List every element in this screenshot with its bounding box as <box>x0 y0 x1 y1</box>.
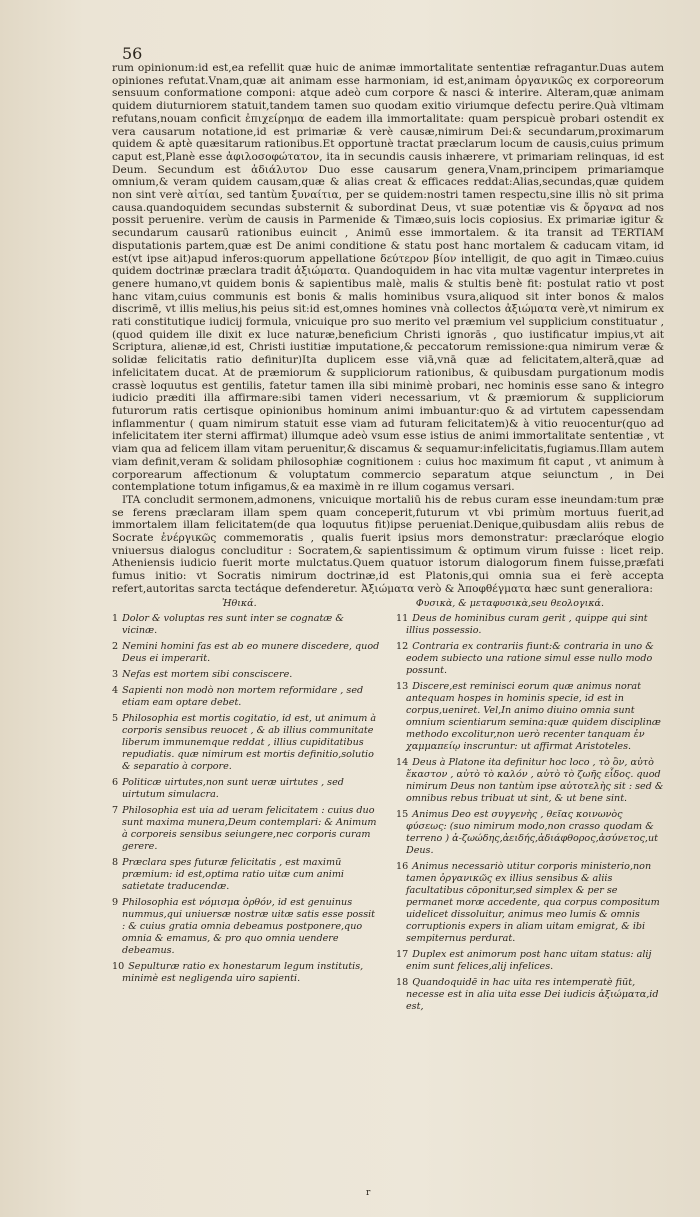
axiom-text: Philosophia est νόμισμα ὀρθόν, id est genuinus nummus,qui uniuersæ nostræ uitæ satis esse possit : & cuius gratia omnia debeamus postponere,quo omnia & emamus, & pro quo omnia uendere debeamus. <box>122 896 376 956</box>
axiom-item <box>112 685 380 709</box>
axiom-text: Nefas est mortem sibi consciscere. <box>122 668 293 680</box>
right-column <box>396 613 664 1017</box>
axiom-text: Nemini homini fas est ab eo munere discedere, quod Deus ei imperarit. <box>122 640 380 664</box>
axiom-text: Animus Deo est συγγενὴς , θεῖας κοινωνὸς φύσεως: (suo nimirum modo,non crasso quodam & terreno ) ἀ-ζωώδης,ἀειδής,ἀδιάφθορος,ἀσύνετος,ut Deus. <box>406 808 659 856</box>
column-head-right: Φυσικὰ, & μεταφυσικὰ,seu θεολογικά. <box>415 597 604 609</box>
axiom-number: 16 <box>396 860 409 872</box>
axiom-item <box>396 861 664 945</box>
axiom-text: Discere,est reminisci eorum quæ animus norat antequam hospes in hominis specie, id est in corpus,ueniret. Vel,In animo diuino omnia sunt omnium scientiarum semina:quæ quidem disciplinæ methodo excolitur,non uerò recenter tanquam ἐν χαμμαπείῳ inscruntur: ut affirmat Aristoteles. <box>406 680 661 752</box>
axiom-item <box>396 809 664 857</box>
axiom-number: 17 <box>396 948 409 960</box>
axiom-item <box>396 681 664 753</box>
axiom-number: 1 <box>112 612 119 624</box>
axiom-text: Deus à Platone ita definitur hoc loco , τὸ ὂν, αὐτὸ ἕκαστον , αὐτὸ τὸ καλόν , αὐτὸ τὸ ζωῆς εἶδος. quod nimirum Deus non tantùm ipse αὐτοτελὴς sit : sed & omnibus rebus tribuat ut sint, & ut bene sint. <box>406 756 664 804</box>
axiom-text: Sepulturæ ratio ex honestarum legum institutis, minimè est negligenda uiro sapienti. <box>122 960 364 984</box>
axiom-item <box>112 805 380 853</box>
column-headings <box>222 598 604 609</box>
axiom-number: 15 <box>396 808 409 820</box>
axiom-item <box>396 641 664 677</box>
axiom-number: 4 <box>112 684 119 696</box>
axiom-item <box>396 613 664 637</box>
axiom-text: Contraria ex contrariis fiunt:& contraria in uno & eodem subiecto una ratione simul esse nullo modo possunt. <box>406 640 654 676</box>
axiom-text: Politicæ uirtutes,non sunt ueræ uirtutes , sed uirtutum simulacra. <box>122 776 344 800</box>
column-head-left: Ἠθικά. <box>222 597 257 609</box>
axiom-item <box>112 857 380 893</box>
axiom-number: 2 <box>112 640 119 652</box>
axiom-item <box>112 713 380 773</box>
axiom-text: Animus necessariò utitur corporis ministerio,non tamen ὀργανικῶς ex illius sensibus & aliis facultatibus cōponitur,sed simplex & per se permanet moræ accedente, qua corpus compositum uidelicet dissoluitur, animus meo lumis & omnis corruptionis expers in aliam uitam emigrat, & ibi sempiternus perdurat. <box>406 860 660 944</box>
axiom-number: 14 <box>396 756 409 768</box>
axiom-text: Dolor & voluptas res sunt inter se cognatæ & vicinæ. <box>122 612 344 636</box>
axiom-item <box>112 897 380 957</box>
axiom-number: 5 <box>112 712 119 724</box>
paragraph-2: ITA concludit sermonem,admonens, vnicuique mortaliū his de rebus curam esse ineundam:tum præ se ferens præclaram illam spem quam conceperit,futurum vt vbi primùm mortuus fuerit,ad immortalem illam felicitatem(de qua loquutus fit)ipse perueniat.Denique,quibusdam aliis rebus de Socrate ἐνέργικῶς commemoratis , qualis fuerit ipsius mors demonstratur: præclaróque elogio vniuersus dialogus concluditur : Socratem,& sapientissimum & optimum virum fuisse : licet reip. Atheniensis iudicio fuerit morte mulctatus.Quem quatuor istorum dialogorum finem fuisse,præfati fumus initio: vt Socratis nimirum doctrinæ,id est Platonis,qui omnia sua ei ferè accepta refert,autoritas sarcta tectáque defenderetur. Ἀξιώματα verò & Ἀποφθέγματα hæc sunt generaliora: <box>112 493 664 595</box>
axiom-item <box>112 961 380 985</box>
signature-mark: r <box>366 1188 371 1198</box>
axiom-item <box>396 757 664 805</box>
page-number: 56 <box>122 44 143 63</box>
axiom-number: 7 <box>112 804 119 816</box>
axiom-text: Philosophia est mortis cogitatio, id est, ut animum à corporis sensibus reuocet , & ab illius communitate liberum immunemque reddat , illius cupiditatibus repudiatis. quæ nimirum est mortis definitio,solutio & separatio à corpore. <box>122 712 377 772</box>
paragraph-1: rum opinionum:id est,ea refellit quæ huic de animæ immortalitate sententiæ refragantur.Duas autem opiniones refutat.Vnam,quæ ait animam esse harmoniam, id est,animam ὀργανικῶς ex corporeorum sensuum conformatione componi: atque adeò cum corpore & nasci & interire. Alteram,quæ animam quidem diuturniorem statuit,tandem tamen suo quodam exitio viriumque defectu perire.Quà vltimam refutans,nouam conficit ἐπιχείρημα de eadem illa immortalitate: quam perspicuè probari ostendit ex vera causarum notatione,id est primariæ & verè causæ,nimirum Dei:& secundarum,proximarum quidem & aptè quæsitarum rationibus.Et opportunè tractat præclarum locum de causis,cuius primum caput est,Planè esse ἀφιλοσοφώτατον, ita in secundis causis inhærere, vt primariam relinquas, id est Deum. Secundum est ἀδιάλυτον Duo esse causarum genera,Vnam,principem primariamque omnium,& veram quidem causam,quæ & alias creat & efficaces reddat:Alias,secundas,quæ quidem non sint verè αἰτίαι, sed tantùm ξυναίτια, per se quidem:nostri tamen respectu,sine illis nò sit prima causa.quandoquidem secundas substernit & subordinat Deus, vt suæ potentiæ vis & ὄργανα ad nos possit peruenire. verùm de causis in Parmenide & Timæo,suis locis copiosius. Ex primariæ igitur & secundarum causarū rationibus euincit , Animū esse immortalem. & ita transit ad TERTIAM disputationis partem,quæ est De animi conditione & statu post hanc mortalem & caducam vitam, id est(vt ipse ait)apud inferos:quorum appellatione δεύτερον βίον intelligit, de quo agit in Timæo.cuius quidem doctrinæ præclara tradit ἀξιώματα. Quandoquidem in hac vita multæ vagentur interpretes in genere humano,vt quidem bonis & sapientibus malè, malis & stultis benè fit: postulat ratio vt post hanc vitam,cuius communis est bonis & malis hominibus vsura,aliquod sit inter bonos & malos discrimē, vt illis melius,his peius sit:id est,omnes homines vnà collectos ἀξιώματα verè,vt nimirum ex rati constitutique iudicij formula, vnicuique pro suo merito vel præmium vel supplicium constituatur , (quod quidem ille dixit ex luce naturæ,beneficium Christi ignorās , quo iustificatur impius,vt ait Scriptura, alienæ,id est, Christi iustitiæ imputatione,& peccatorum remissione:qua nimirum veræ & solidæ felicitatis ratio definitur)Ita duplicem esse viā,vnā quæ ad felicitatem,alterā,quæ ad infelicitatem ducat. At de præmiorum & suppliciorum rationibus, & quibusdam purgationum modis crassè loquutus est gentilis, fatetur tamen illa sibi minimè probari, nec hominis esse sano & integro iudicio præditi illa affirmare:sibi tamen videri necessarium, vt & præmiorum & suppliciorum futurorum ratis certisque opinionibus hominum animi imbuantur:quo & ad virtutem capessendam inflammentur ( quam nimirum statuit esse viam ad futuram felicitatem)& à vitio reuocentur(quo ad infelicitatem iter sterni affirmat) illumque adeò vsum esse istius de animi immortalitate sententiæ , vt viam qua ad felicem illam vitam peruenitur,& discamus & sequamur:infelicitatis,fugiamus.Illam autem viam definit,veram & solidam philosophiæ cognitionem : cuius hoc maximum fit caput , vt animum à corporearum affectionum & voluptatum commercio separatum atque seiunctum , in Dei contemplatione totum infigamus,& ea maximè in re illum cogamus versari. <box>112 62 664 494</box>
axiom-number: 13 <box>396 680 409 692</box>
body-text <box>112 62 664 596</box>
axiom-text: Quandoquidē in hac uita res intemperatè fiūt, necesse est in alia uita esse Dei iudicis ἀξιώματα,id est, <box>406 976 659 1012</box>
axiom-item <box>112 669 380 681</box>
axiom-item <box>396 949 664 973</box>
axiom-number: 10 <box>112 960 125 972</box>
axiom-text: Sapienti non modò non mortem reformidare , sed etiam eam optare debet. <box>122 684 364 708</box>
axiom-item <box>112 777 380 801</box>
axiom-number: 6 <box>112 776 119 788</box>
axiom-number: 12 <box>396 640 409 652</box>
axiom-number: 3 <box>112 668 119 680</box>
axiom-item <box>396 977 664 1013</box>
axiom-number: 9 <box>112 896 119 908</box>
axiom-number: 8 <box>112 856 119 868</box>
axiom-number: 11 <box>396 612 409 624</box>
axiom-text: Præclara spes futuræ felicitatis , est maximū præmium: id est,optima ratio uitæ cum animi satietate traducendæ. <box>122 856 344 892</box>
axiom-columns <box>112 613 664 1017</box>
axiom-number: 18 <box>396 976 409 988</box>
axiom-item <box>112 641 380 665</box>
axiom-text: Duplex est animorum post hanc uitam status: alij enim sunt felices,alij infelices. <box>406 948 652 972</box>
axiom-text: Philosophia est uia ad ueram felicitatem : cuius duo sunt maxima munera,Deum contemplari: & Animum à corporeis sensibus seiungere,nec corporis curam gerere. <box>122 804 377 852</box>
axiom-item <box>112 613 380 637</box>
axiom-text: Deus de hominibus curam gerit , quippe qui sint illius possessio. <box>406 612 648 636</box>
left-column <box>112 613 380 1017</box>
